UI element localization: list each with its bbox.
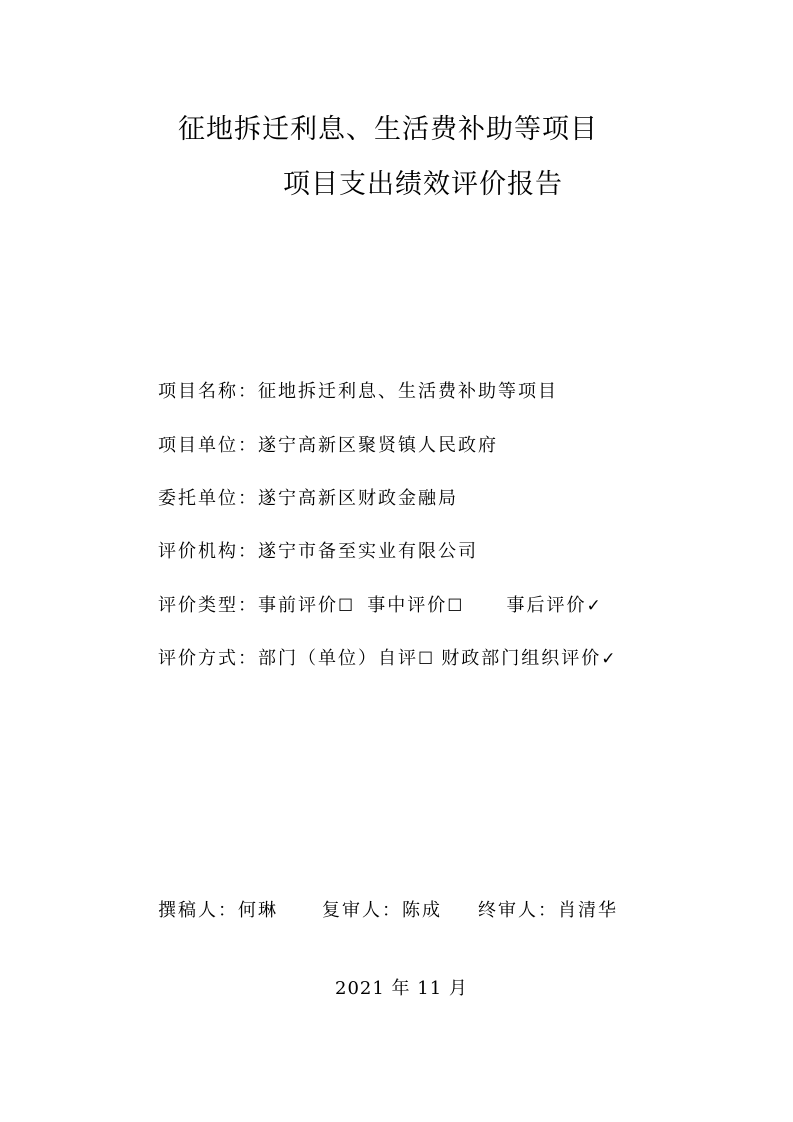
evaluation-agency-label: 评价机构： bbox=[158, 541, 258, 562]
final-reviewer: 终审人：肖清华 bbox=[478, 900, 618, 921]
report-title-line-1: 征地拆迁利息、生活费补助等项目 bbox=[178, 114, 598, 145]
checkbox-empty-icon: ☐ bbox=[418, 649, 434, 669]
project-unit-label: 项目单位： bbox=[158, 435, 258, 456]
evaluation-agency-row bbox=[158, 540, 478, 564]
option-text: 事中评价 bbox=[367, 595, 448, 616]
project-name-row bbox=[158, 380, 558, 404]
drafter: 撰稿人：何琳 bbox=[158, 900, 278, 921]
evaluation-method-option-self bbox=[258, 647, 433, 671]
checkbox-empty-icon: ☐ bbox=[338, 596, 354, 616]
checkmark-icon: ✓ bbox=[586, 596, 601, 616]
project-name-value: 征地拆迁利息、生活费补助等项目 bbox=[258, 381, 558, 402]
option-text: 事前评价 bbox=[258, 595, 338, 616]
evaluation-type-label: 评价类型： bbox=[158, 595, 258, 616]
project-unit-value: 遂宁高新区聚贤镇人民政府 bbox=[258, 435, 498, 456]
commission-unit-row bbox=[158, 487, 458, 511]
checkbox-empty-icon: ☐ bbox=[447, 596, 463, 616]
project-unit-row bbox=[158, 434, 498, 458]
option-text: 财政部门组织评价 bbox=[441, 648, 602, 669]
evaluation-type-option-pre bbox=[258, 594, 353, 618]
project-name-label: 项目名称： bbox=[158, 381, 258, 402]
option-text: 事后评价 bbox=[506, 595, 587, 616]
checkmark-icon: ✓ bbox=[601, 649, 616, 669]
evaluation-method-option-finance bbox=[441, 647, 615, 671]
option-text: 部门（单位）自评 bbox=[258, 648, 418, 669]
evaluation-type-option-mid bbox=[367, 594, 462, 618]
signers-row bbox=[158, 899, 618, 923]
report-date: 2021 年 11 月 bbox=[335, 978, 468, 999]
commission-unit-label: 委托单位： bbox=[158, 488, 258, 509]
report-title-line-2: 项目支出绩效评价报告 bbox=[283, 169, 563, 200]
evaluation-type-row bbox=[158, 594, 601, 618]
evaluation-agency-value: 遂宁市备至实业有限公司 bbox=[258, 541, 478, 562]
commission-unit-value: 遂宁高新区财政金融局 bbox=[258, 488, 458, 509]
evaluation-method-label: 评价方式： bbox=[158, 648, 258, 669]
evaluation-method-row bbox=[158, 647, 616, 671]
evaluation-type-option-post bbox=[507, 594, 601, 618]
reviewer: 复审人：陈成 bbox=[322, 900, 442, 921]
